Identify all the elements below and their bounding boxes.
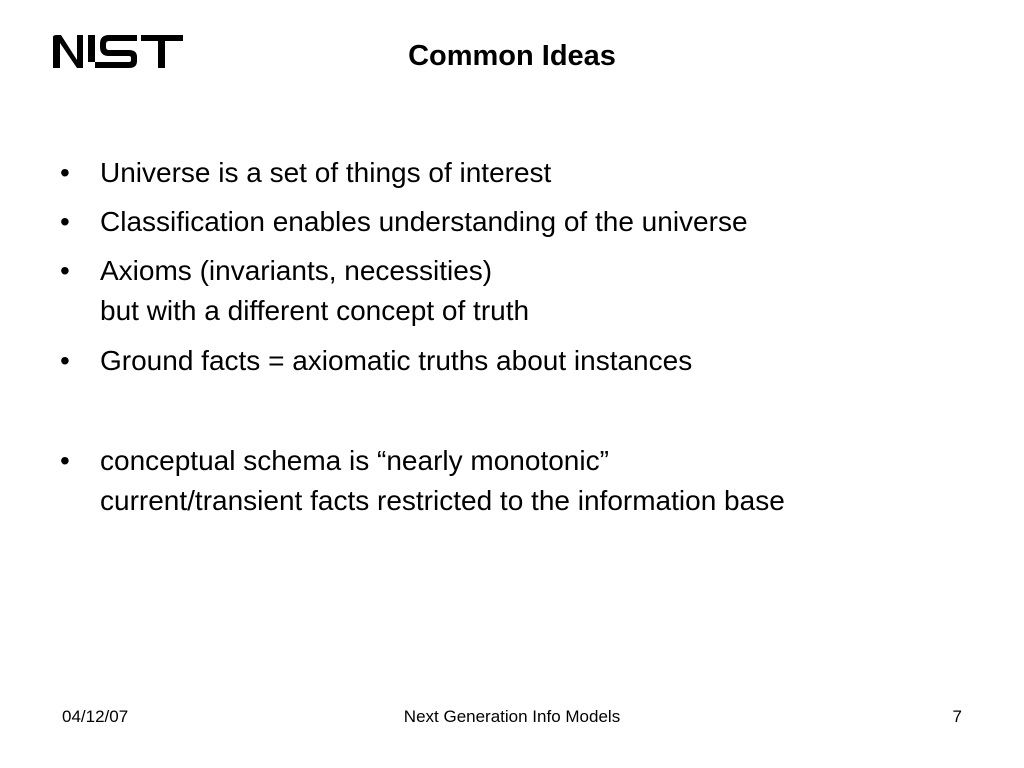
bullet-line: Universe is a set of things of interest bbox=[100, 157, 552, 188]
bullet-text bbox=[100, 153, 1000, 193]
page-number: 7 bbox=[952, 707, 962, 726]
bullet-line: but with a different concept of truth bbox=[100, 295, 530, 326]
bullet-marker: • bbox=[60, 206, 70, 237]
bullet-text bbox=[100, 251, 1000, 331]
footer-title: Next Generation Info Models bbox=[403, 707, 621, 726]
bullet-line: conceptual schema is “nearly monotonic” bbox=[100, 445, 609, 476]
bullet-text bbox=[100, 341, 1000, 381]
slide-title: Common Ideas bbox=[408, 40, 616, 72]
bullet-text bbox=[100, 202, 1000, 242]
bullet-text bbox=[100, 441, 1000, 521]
bullet-line: current/transient facts restricted to the information base bbox=[100, 485, 785, 516]
bullet-line: Ground facts = axiomatic truths about instances bbox=[100, 345, 693, 376]
bullet-marker: • bbox=[60, 157, 70, 188]
bullet-line: Axioms (invariants, necessities) bbox=[100, 255, 493, 286]
bullet-marker: • bbox=[60, 345, 70, 376]
bullet-marker: • bbox=[60, 445, 70, 476]
bullet-line: Classification enables understanding of the universe bbox=[100, 206, 748, 237]
footer-date: 04/12/07 bbox=[62, 707, 129, 726]
bullet-marker: • bbox=[60, 255, 70, 286]
